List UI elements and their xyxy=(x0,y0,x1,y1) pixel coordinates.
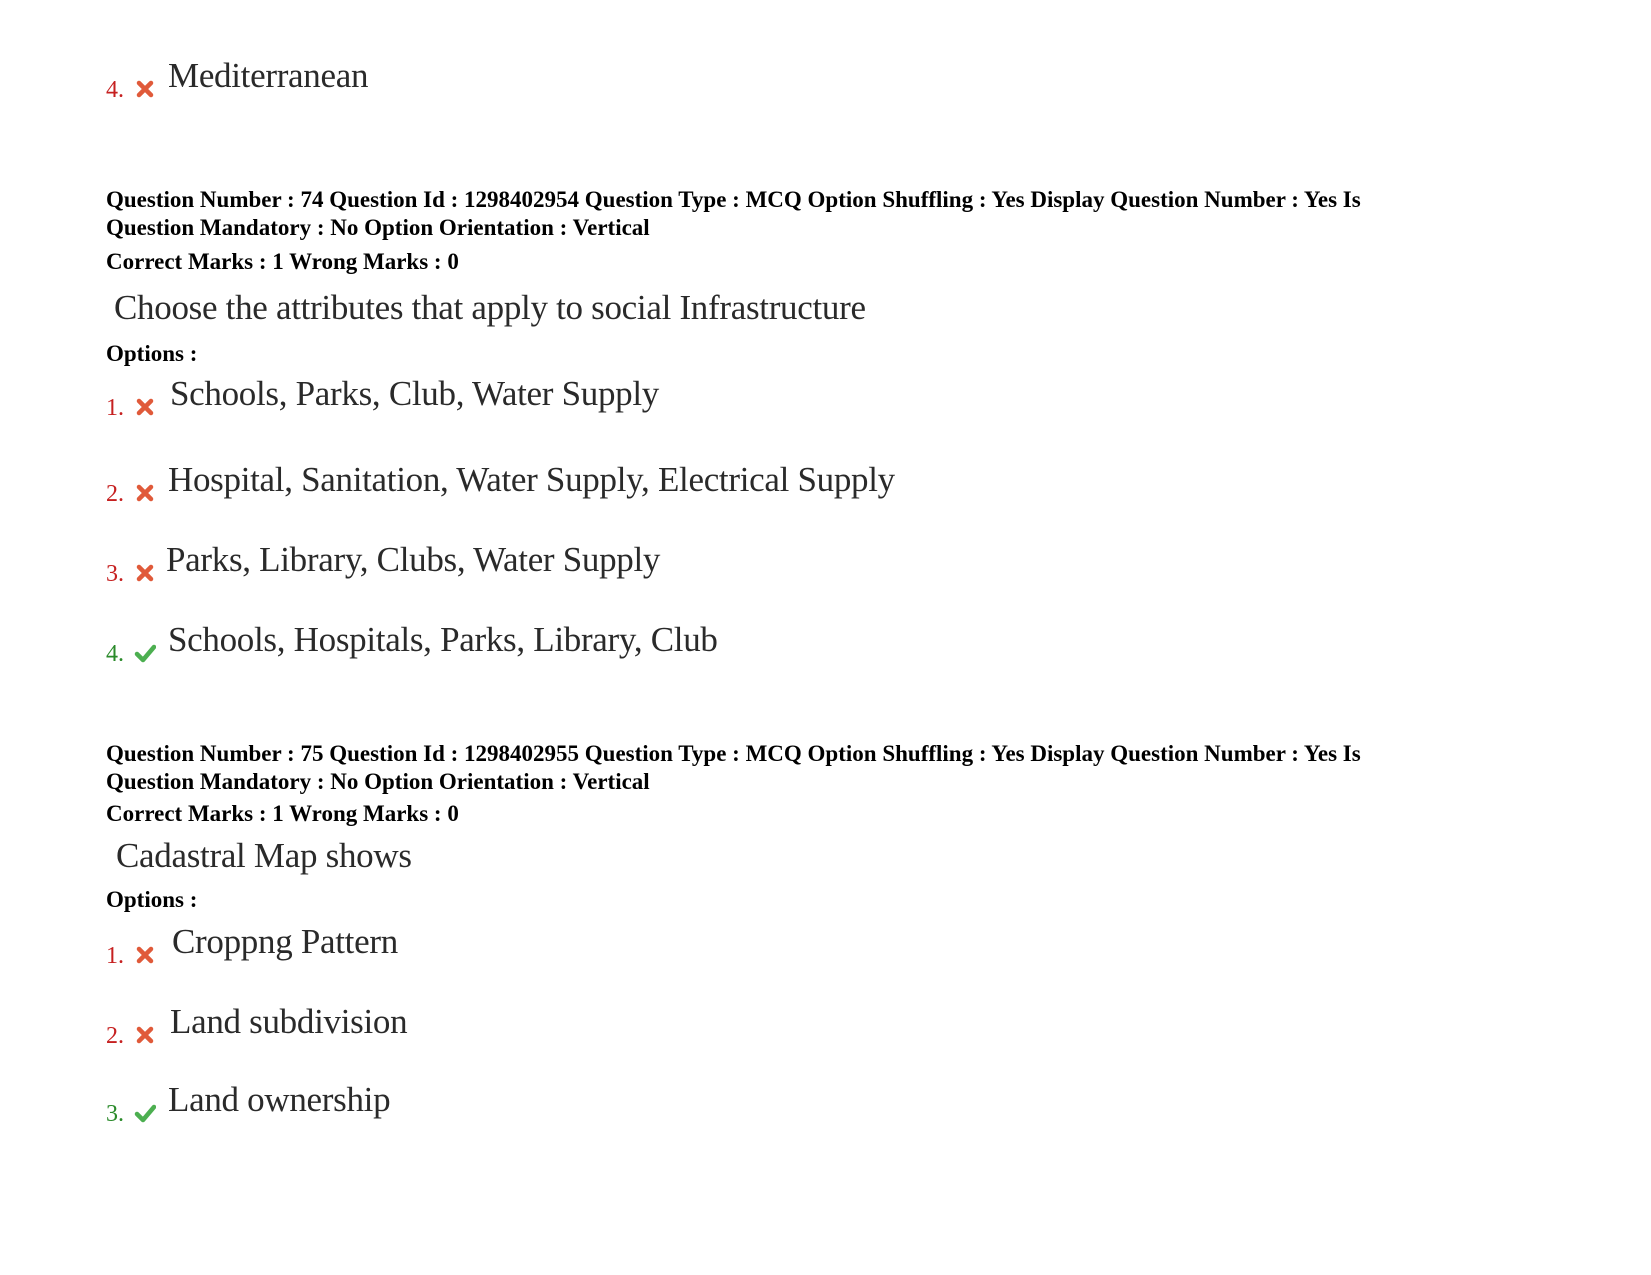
option-number: 4. xyxy=(106,641,124,667)
check-icon xyxy=(134,642,156,664)
question-meta: Question Number : 74 Question Id : 1298402954 Question Type : MCQ Option Shuffling : Yes Display Question Number : Yes Is Question Mandatory : No Option Orientation : Vertical xyxy=(106,187,1361,240)
option-text: Land ownership xyxy=(168,1080,391,1119)
option-text: Schools, Parks, Club, Water Supply xyxy=(170,374,659,413)
cross-icon xyxy=(134,396,156,418)
option-text: Parks, Library, Clubs, Water Supply xyxy=(166,540,661,579)
options-label: Options : xyxy=(106,341,198,366)
cross-icon xyxy=(134,562,156,584)
option-number: 3. xyxy=(106,1101,124,1127)
option-text: Croppng Pattern xyxy=(172,922,398,961)
option-number: 3. xyxy=(106,561,124,587)
option-text: Mediterranean xyxy=(168,56,369,95)
option-number: 2. xyxy=(106,1023,124,1049)
question-marks: Correct Marks : 1 Wrong Marks : 0 xyxy=(106,801,459,826)
option-text: Hospital, Sanitation, Water Supply, Electrical Supply xyxy=(168,460,895,499)
options-label: Options : xyxy=(106,887,198,912)
option-number: 1. xyxy=(106,395,124,421)
question-text: Cadastral Map shows xyxy=(116,836,412,875)
option-number: 4. xyxy=(106,77,124,103)
option-text: Schools, Hospitals, Parks, Library, Club xyxy=(168,620,718,659)
cross-icon xyxy=(134,78,156,100)
question-marks: Correct Marks : 1 Wrong Marks : 0 xyxy=(106,249,459,274)
option-number: 2. xyxy=(106,481,124,507)
option-text: Land subdivision xyxy=(170,1002,408,1041)
option-number: 1. xyxy=(106,943,124,969)
question-text: Choose the attributes that apply to social Infrastructure xyxy=(114,288,866,327)
cross-icon xyxy=(134,944,156,966)
cross-icon xyxy=(134,482,156,504)
question-meta: Question Number : 75 Question Id : 1298402955 Question Type : MCQ Option Shuffling : Yes Display Question Number : Yes Is Question Mandatory : No Option Orientation : Vertical xyxy=(106,741,1361,794)
check-icon xyxy=(134,1102,156,1124)
cross-icon xyxy=(134,1024,156,1046)
